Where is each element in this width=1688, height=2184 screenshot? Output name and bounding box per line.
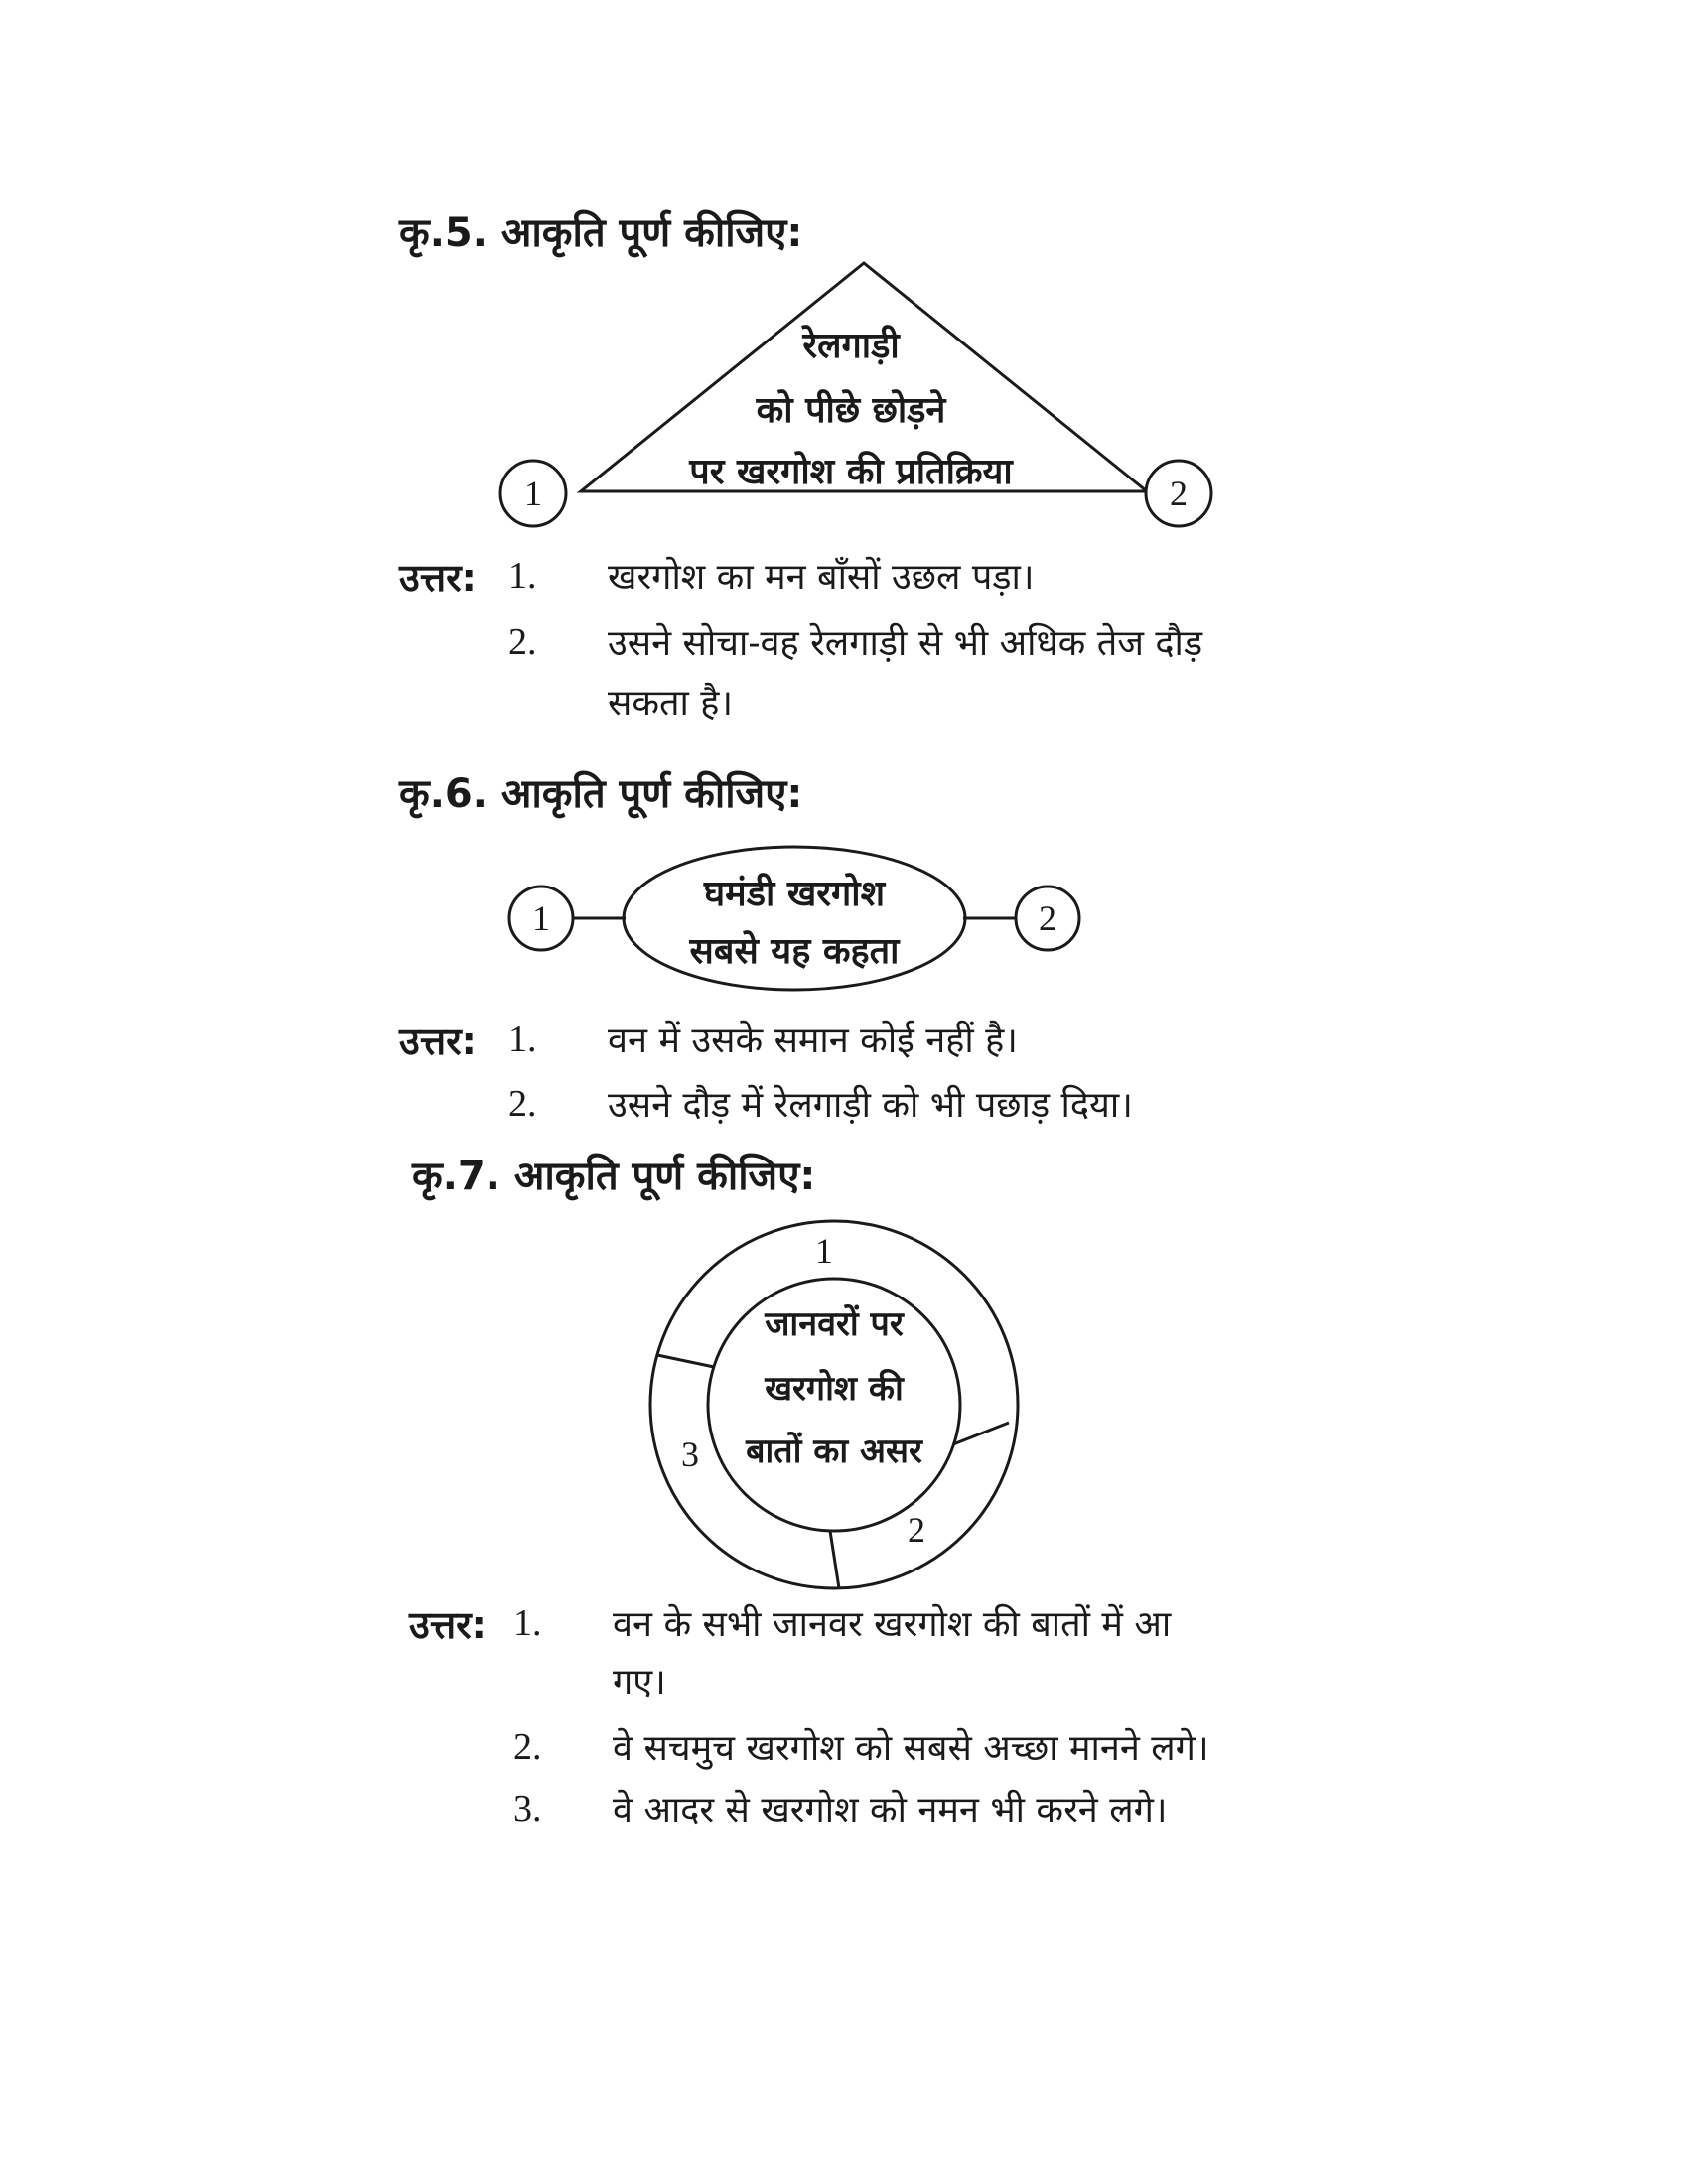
q7-segment-2-label: 2 — [908, 1510, 925, 1550]
q7-answer-3-text: वे आदर से खरगोश को नमन भी करने लगे। — [613, 1790, 1168, 1831]
q6-answer-label: उत्तर: — [399, 1020, 477, 1063]
q5-answer-2-text-line-2: सकता है। — [608, 683, 734, 724]
q6-node-2-label: 2 — [1039, 898, 1056, 938]
q5-answer-1-number: 1. — [508, 555, 537, 597]
q7-segment-1-label: 1 — [815, 1231, 833, 1271]
q6-answer-1-number: 1. — [508, 1019, 537, 1060]
question-5-heading: कृ.5. आकृति पूर्ण कीजिए: — [399, 210, 803, 256]
q7-center-line-2: खरगोश की — [765, 1369, 904, 1409]
q5-answer-1-text: खरगोश का मन बाँसों उछल पड़ा। — [608, 557, 1035, 598]
q5-node-1-label: 1 — [524, 474, 542, 513]
q6-answer-2-text: उसने दौड़ में रेलगाड़ी को भी पछाड़ दिया। — [608, 1085, 1133, 1126]
q5-center-line-2: को पीछे छोड़ने — [756, 390, 946, 431]
q6-oval-diagram — [501, 844, 1097, 993]
q5-triangle-diagram — [492, 248, 1226, 546]
q7-divider-right — [953, 1423, 1009, 1444]
q6-center-line-2: सबसे यह कहता — [689, 931, 900, 972]
q7-center-line-1: जानवरों पर — [765, 1304, 904, 1344]
q5-answer-2-text-line-1: उसने सोचा-वह रेलगाड़ी से भी अधिक तेज दौड़ — [608, 623, 1203, 664]
q5-node-2-label: 2 — [1170, 474, 1188, 513]
q6-node-1-label: 1 — [532, 898, 550, 938]
q6-center-line-1: घमंडी खरगोश — [703, 874, 886, 914]
q7-divider-bottom — [830, 1531, 839, 1588]
q5-center-line-3: पर खरगोश की प्रतिक्रिया — [689, 452, 1013, 492]
question-6-heading: कृ.6. आकृति पूर्ण कीजिए: — [399, 771, 803, 817]
q7-answer-label: उत्तर: — [409, 1603, 487, 1647]
q7-answer-3-number: 3. — [513, 1788, 542, 1830]
q6-answer-2-number: 2. — [508, 1083, 537, 1125]
q7-segment-3-label: 3 — [681, 1434, 699, 1474]
q7-answer-1-text-line-1: वन के सभी जानवर खरगोश की बातों में आ — [613, 1604, 1172, 1645]
q5-answer-2-number: 2. — [508, 621, 537, 663]
q5-center-line-1: रेलगाड़ी — [802, 326, 900, 366]
q5-answer-label: उत्तर: — [399, 556, 477, 600]
q7-answer-2-number: 2. — [513, 1726, 542, 1768]
q7-answer-1-number: 1. — [513, 1602, 542, 1644]
q6-answer-1-text: वन में उसके समान कोई नहीं है। — [608, 1021, 1018, 1061]
q7-answer-2-text: वे सचमुच खरगोश को सबसे अच्छा मानने लगे। — [613, 1728, 1209, 1769]
q7-ring-diagram — [635, 1206, 1033, 1603]
q7-center-line-3: बातों का असर — [746, 1432, 922, 1471]
q7-divider-left — [657, 1355, 714, 1367]
question-7-heading: कृ.7. आकृति पूर्ण कीजिए: — [412, 1154, 816, 1199]
q7-answer-1-text-line-2: गए। — [613, 1662, 666, 1703]
